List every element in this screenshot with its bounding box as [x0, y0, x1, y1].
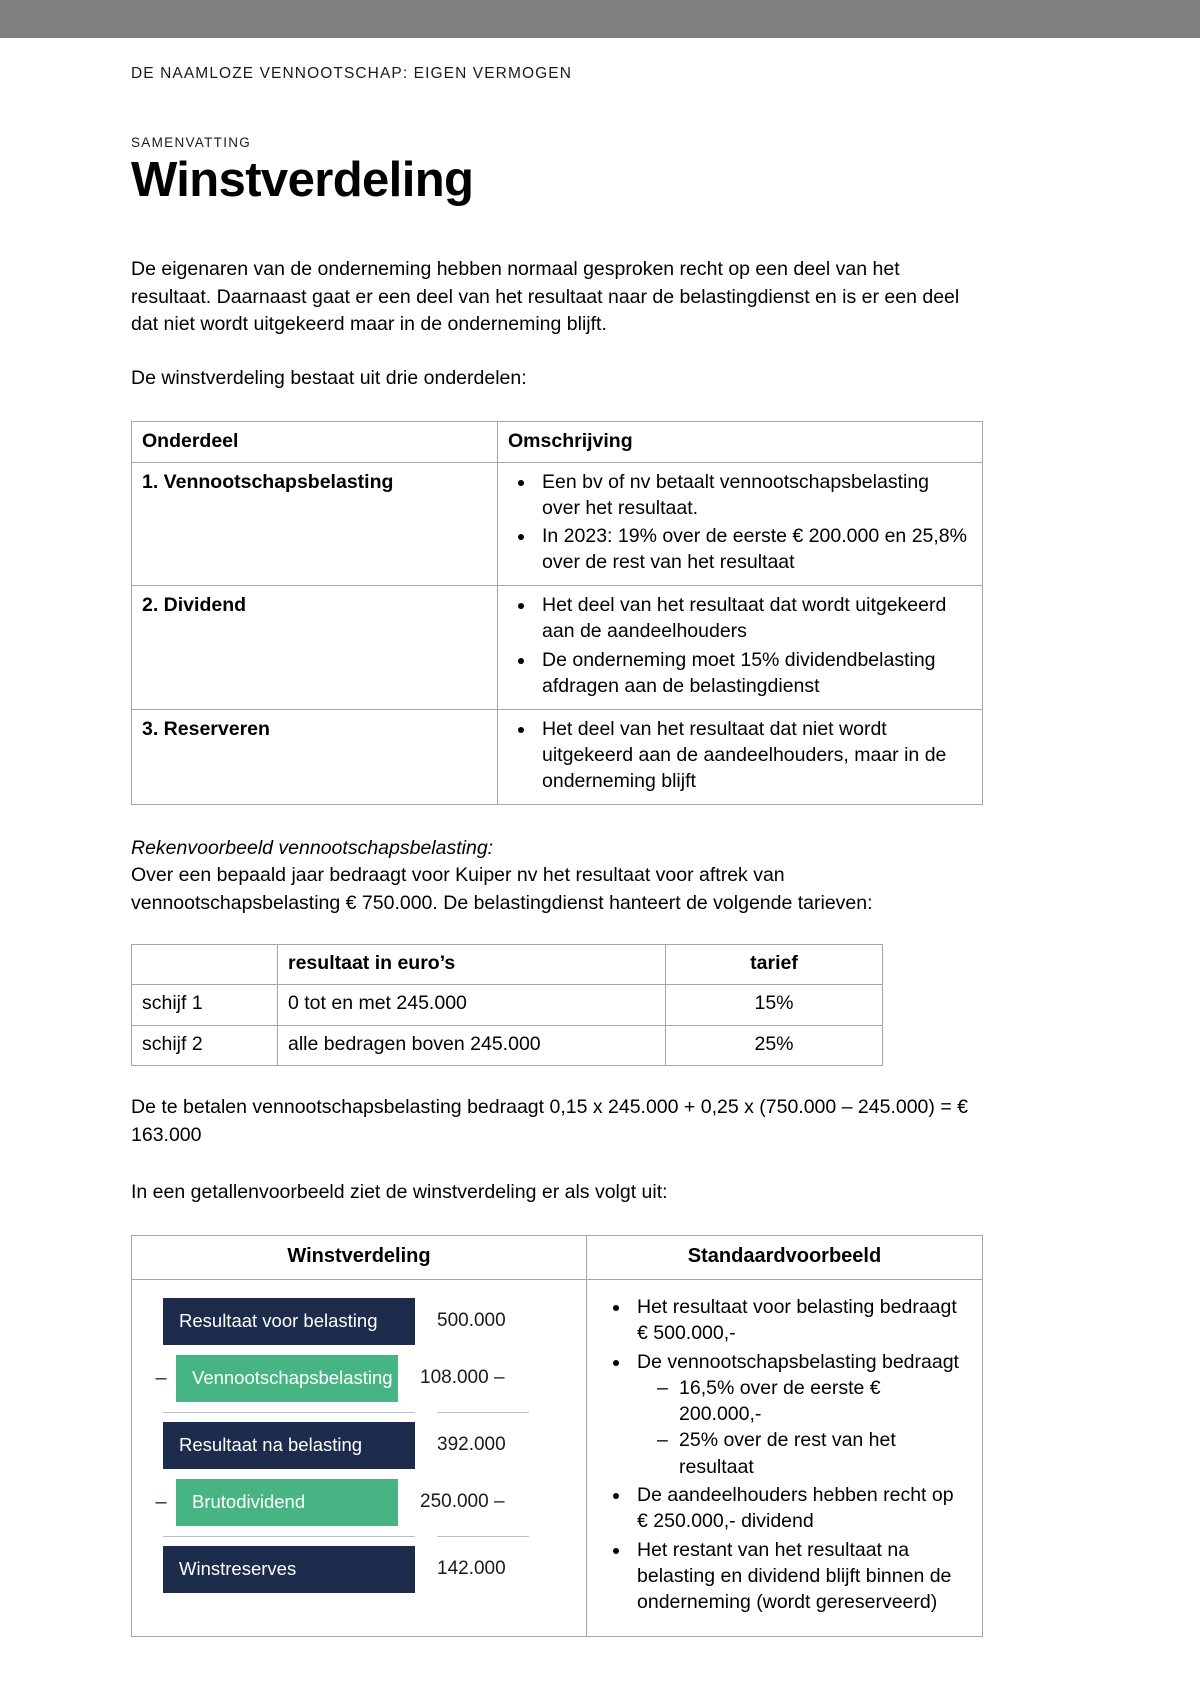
component-label: 2. Dividend [132, 586, 498, 710]
component-label: 3. Reserveren [132, 709, 498, 804]
table-header-row [132, 421, 983, 462]
profit-flow-diagram [132, 1279, 587, 1636]
flow-bar-label: Vennootschapsbelasting [176, 1355, 398, 1402]
list-item-text: De aandeelhouders hebben recht op € 250.000,- dividend [637, 1484, 954, 1533]
minus-sign-icon: – [155, 1366, 167, 1389]
table-row [132, 709, 983, 804]
rule-left [163, 1412, 415, 1413]
list-item [631, 1537, 968, 1616]
list-item-text: Het restant van het resultaat na belasting en dividend blijft binnen de onderneming (wordt gereserveerd) [637, 1538, 952, 1614]
rule-left [163, 1536, 415, 1537]
column-header-winstverdeling: Winstverdeling [132, 1235, 587, 1279]
subtotal-rule [146, 1536, 572, 1537]
description-list [508, 592, 972, 699]
example-heading: Rekenvoorbeeld vennootschapsbelasting: [131, 837, 494, 860]
document-page [0, 38, 1200, 1637]
flow-bar-label: Winstreserves [163, 1546, 415, 1593]
list-item: • De onderneming moet 15% dividendbelasting afdragen aan de belastingdienst [536, 647, 972, 699]
column-header-tarief: tarief [666, 944, 883, 984]
table-row [132, 1279, 983, 1636]
document-content [131, 65, 983, 1637]
table-row [132, 985, 883, 1025]
flow-amount: 500.000 [437, 1310, 506, 1332]
bracket-label: schijf 2 [132, 1025, 278, 1065]
standard-example-cell [587, 1279, 983, 1636]
list-item: • In 2023: 19% over de eerste € 200.000 en 25,8% over de rest van het resultaat [536, 523, 972, 575]
sub-list [637, 1375, 968, 1480]
column-header-omschrijving: Omschrijving [498, 421, 983, 462]
list-item: • Het deel van het resultaat dat niet wordt uitgekeerd aan de aandeelhouders, maar in de onderneming blijft [536, 716, 972, 794]
flow-row-winstreserves [146, 1546, 572, 1593]
list-item: • Een bv of nv betaalt vennootschapsbelasting over het resultaat. [536, 469, 972, 521]
example-paragraph: Over een bepaald jaar bedraagt voor Kuiper nv het resultaat voor aftrek van vennootschapsbelasting € 750.000. De belastingdienst hanteert de volgende tarieven: [131, 864, 873, 915]
calculation-paragraph: De te betalen vennootschapsbelasting bedraagt 0,15 x 245.000 + 0,25 x (750.000 – 245.000) = € 163.000 [131, 1095, 968, 1146]
lead-in-paragraph: De winstverdeling bestaat uit drie onderdelen: [131, 366, 527, 389]
sub-list-item: – 25% over de rest van het resultaat [657, 1427, 968, 1480]
flow-amount: 142.000 [437, 1558, 506, 1580]
minus-sign-icon: – [155, 1490, 167, 1513]
component-description [498, 462, 983, 586]
subtotal-rule [146, 1412, 572, 1413]
bracket-rate: 15% [666, 985, 883, 1025]
bracket-label: schijf 1 [132, 985, 278, 1025]
list-item [631, 1482, 968, 1535]
list-item: • Het deel van het resultaat dat wordt uitgekeerd aan de aandeelhouders [536, 592, 972, 644]
list-item [631, 1349, 968, 1481]
column-header-onderdeel: Onderdeel [132, 421, 498, 462]
flow-row-resultaat-voor-belasting [146, 1298, 572, 1345]
list-item-text: Het resultaat voor belasting bedraagt € 500.000,- [637, 1295, 957, 1345]
flow-amount: 392.000 [437, 1434, 506, 1456]
column-header-resultaat: resultaat in euro’s [278, 944, 666, 984]
rate-table [131, 944, 883, 1066]
flow-amount: 108.000 – [420, 1367, 505, 1389]
flow-bar-label: Resultaat voor belasting [163, 1298, 415, 1345]
table-header-row [132, 944, 883, 984]
document-eyebrow: SAMENVATTING [131, 135, 252, 150]
component-label: 1. Vennootschapsbelasting [132, 462, 498, 586]
flow-chart [146, 1298, 572, 1593]
table-row [132, 462, 983, 586]
flow-row-resultaat-na-belasting [146, 1422, 572, 1469]
column-header-standaardvoorbeeld: Standaardvoorbeeld [587, 1235, 983, 1279]
description-list [508, 469, 972, 576]
profit-distribution-table [131, 1235, 983, 1637]
table-row [132, 586, 983, 710]
bracket-range: 0 tot en met 245.000 [278, 985, 666, 1025]
page-top-bar [0, 0, 1200, 38]
sub-list-item: – 16,5% over de eerste € 200.000,- [657, 1375, 968, 1428]
standard-example-list [601, 1294, 968, 1616]
flow-row-brutodividend [146, 1479, 572, 1526]
numbers-lead-in: In een getallenvoorbeeld ziet de winstverdeling er als volgt uit: [131, 1181, 668, 1204]
intro-paragraph: De eigenaren van de onderneming hebben normaal gesproken recht op een deel van het resultaat. Daarnaast gaat er een deel van het resultaat naar de belastingdienst en is er een deel dat niet wordt uitgekeerd maar in de onderneming blijft. [131, 257, 960, 336]
list-item-text: De vennootschapsbelasting bedraagt [637, 1350, 959, 1373]
rule-right [437, 1412, 529, 1413]
table-header-row [132, 1235, 983, 1279]
component-description [498, 586, 983, 710]
components-table [131, 421, 983, 806]
flow-row-vennootschapsbelasting [146, 1355, 572, 1402]
component-description [498, 709, 983, 804]
bracket-range: alle bedragen boven 245.000 [278, 1025, 666, 1065]
flow-bar-label: Resultaat na belasting [163, 1422, 415, 1469]
list-item [631, 1294, 968, 1347]
column-header-blank [132, 944, 278, 984]
rule-right [437, 1536, 529, 1537]
bracket-rate: 25% [666, 1025, 883, 1065]
description-list [508, 716, 972, 794]
page-title: Winstverdeling [131, 153, 474, 207]
flow-amount: 250.000 – [420, 1491, 505, 1513]
running-head: DE NAAMLOZE VENNOOTSCHAP: EIGEN VERMOGEN [131, 65, 573, 82]
table-row [132, 1025, 883, 1065]
flow-bar-label: Brutodividend [176, 1479, 398, 1526]
